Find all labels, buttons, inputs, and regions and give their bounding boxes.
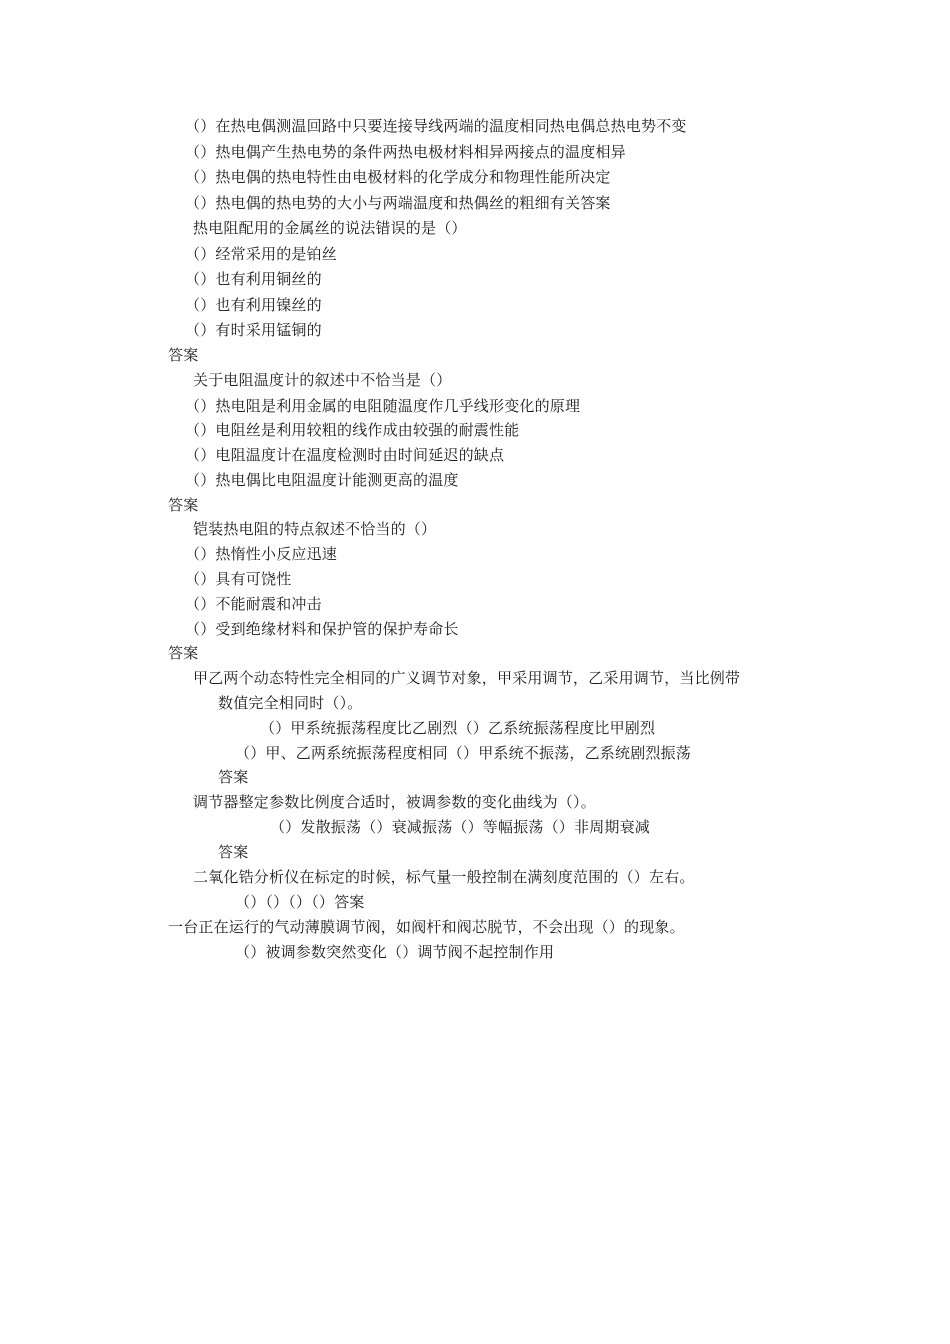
option-line: （）热电偶的热电特性由电极材料的化学成分和物理性能所决定 xyxy=(185,168,611,186)
question-line-continued: 数值完全相同时（）。 xyxy=(218,694,363,712)
option-line: （）受到绝缘材料和保护管的保护寿命长 xyxy=(185,620,459,638)
question-line: 二氧化锆分析仪在标定的时候，标气量一般控制在满刻度范围的（）左右。 xyxy=(193,868,695,886)
option-line: （）热电阻是利用金属的电阻随温度作几乎线形变化的原理 xyxy=(185,397,581,415)
option-line: （）也有利用镍丝的 xyxy=(185,296,322,314)
option-line: （）有时采用锰铜的 xyxy=(185,321,322,339)
answer-label: 答案 xyxy=(168,644,199,662)
question-line: 热电阻配用的金属丝的说法错误的是（） xyxy=(193,219,467,237)
question-line: 甲乙两个动态特性完全相同的广义调节对象，甲采用调节，乙采用调节，当比例带 xyxy=(193,669,741,687)
question-line: 铠装热电阻的特点叙述不恰当的（） xyxy=(193,520,437,538)
option-line: （）甲、乙两系统振荡程度相同（）甲系统不振荡，乙系统剧烈振荡 xyxy=(235,744,692,762)
option-line: （）电阻丝是利用较粗的线作成由较强的耐震性能 xyxy=(185,421,520,439)
question-line: 调节器整定参数比例度合适时，被调参数的变化曲线为（）。 xyxy=(193,793,596,811)
option-line: （）具有可饶性 xyxy=(185,570,292,588)
option-line: （）也有利用铜丝的 xyxy=(185,270,322,288)
option-line: （）被调参数突然变化（）调节阀不起控制作用 xyxy=(235,943,555,961)
option-line: （）甲系统振荡程度比乙剧烈（）乙系统振荡程度比甲剧烈 xyxy=(260,719,656,737)
answer-label: 答案 xyxy=(218,768,249,786)
option-line: （）在热电偶测温回路中只要连接导线两端的温度相同热电偶总热电势不变 xyxy=(185,117,687,135)
option-line: （）不能耐震和冲击 xyxy=(185,595,322,613)
option-line: （）热惰性小反应迅速 xyxy=(185,545,338,563)
option-line: （）热电偶的热电势的大小与两端温度和热偶丝的粗细有关答案 xyxy=(185,194,611,212)
option-line: （）电阻温度计在温度检测时由时间延迟的缺点 xyxy=(185,446,505,464)
option-line: （）热电偶比电阻温度计能测更高的温度 xyxy=(185,471,459,489)
answer-label: 答案 xyxy=(218,843,249,861)
option-line: （）热电偶产生热电势的条件两热电极材料相异两接点的温度相异 xyxy=(185,143,626,161)
question-line: 关于电阻温度计的叙述中不恰当是（） xyxy=(193,371,452,389)
answer-label: 答案 xyxy=(168,346,199,364)
option-line: （）经常采用的是铂丝 xyxy=(185,245,338,263)
answer-label: 答案 xyxy=(168,496,199,514)
option-line: （）（）（）（）答案 xyxy=(235,893,365,911)
option-line: （）发散振荡（）衰减振荡（）等幅振荡（）非周期衰减 xyxy=(270,818,651,836)
question-line: 一台正在运行的气动薄膜调节阀，如阀杆和阀芯脱节，不会出现（）的现象。 xyxy=(168,918,685,936)
